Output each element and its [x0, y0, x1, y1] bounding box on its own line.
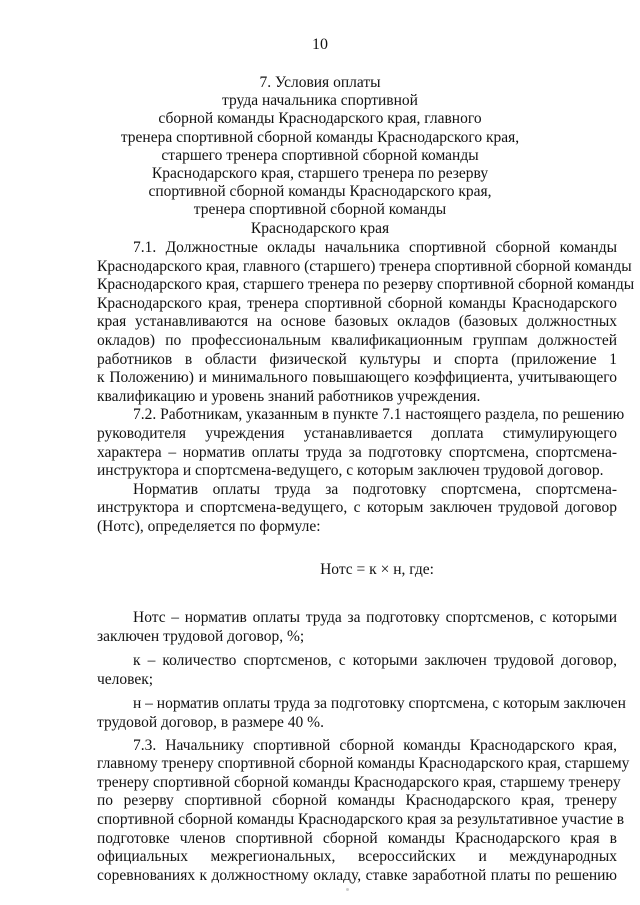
paragraph-7-1	[97, 239, 635, 406]
scan-speck	[346, 888, 349, 891]
text-line: официальных межрегиональных, всероссийских и международных	[97, 848, 617, 866]
definition-hots	[97, 609, 617, 646]
section-title-line: Краснодарского края	[250, 219, 390, 237]
definition-n	[97, 695, 626, 732]
text-line: края устанавливаются на основе базовых окладов (базовых должностных	[97, 313, 617, 331]
paragraph-norm	[97, 481, 617, 537]
definition-k	[97, 652, 617, 689]
text-line: спортивной сборной команды Краснодарского края за результативное участие в	[97, 811, 625, 829]
section-title-line: тренера спортивной сборной команды	[193, 201, 447, 219]
text-line: Норматив оплаты труда за подготовку спортсмена, спортсмена-	[133, 480, 617, 498]
paragraph-7-3	[97, 736, 630, 886]
text-line: Краснодарского края, старшего тренера по резерву спортивной сборной команды	[97, 276, 635, 294]
text-line: руководителя учреждения устанавливается доплата стимулирующего	[97, 424, 617, 442]
section-title-line: спортивной сборной команды Краснодарского края,	[148, 183, 492, 201]
section-title-line: сборной команды Краснодарского края, главного	[158, 110, 482, 128]
text-line: инструктора и спортсмена-ведущего, с которым заключен трудовой договор.	[97, 462, 604, 480]
paragraph-7-2	[97, 406, 625, 480]
text-line: Нотс – норматив оплаты труда за подготовку спортсменов, с которыми	[133, 609, 617, 627]
text-line: тренеру спортивной сборной команды Краснодарского края, старшему тренеру	[97, 773, 621, 791]
text-line: инструктора и спортсмена-ведущего, с которым заключен трудовой договор	[97, 499, 617, 517]
text-line: н – норматив оплаты труда за подготовку спортсмена, с которым заключен	[133, 695, 626, 713]
section-title-line: старшего тренера спортивной сборной команды	[161, 146, 479, 164]
text-line: (Нотс), определяется по формуле:	[97, 517, 321, 535]
text-line: характера – норматив оплаты труда за подготовку спортсмена, спортсмена-	[97, 443, 617, 461]
text-line: по резерву спортивной сборной команды Краснодарского края, тренеру	[97, 792, 617, 810]
text-line: окладов) по профессиональным квалификационным группам должностей	[97, 331, 617, 349]
section-title-line: Краснодарского края, старшего тренера по резерву	[151, 165, 489, 183]
text-line: подготовке членов спортивной сборной команды Краснодарского края в	[97, 829, 617, 847]
document-body	[97, 239, 635, 885]
text-line: работников в области физической культуры и спорта (приложение 1	[97, 350, 617, 368]
text-line: 7.3. Начальнику спортивной сборной команды Краснодарского края,	[133, 736, 617, 754]
page-number: 10	[312, 36, 328, 53]
text-line: Краснодарского края, главного (старшего) тренера спортивной сборной команды	[97, 257, 632, 275]
text-line: соревнованиях к должностному окладу, ставке заработной платы по решению	[97, 866, 617, 884]
text-line: Краснодарского края, тренера спортивной сборной команды Краснодарского	[97, 294, 617, 312]
text-line: к – количество спортсменов, с которыми заключен трудовой договор,	[133, 652, 617, 670]
text-line: главному тренеру спортивной сборной команды Краснодарского края, старшему	[97, 755, 630, 773]
text-line: 7.1. Должностные оклады начальника спортивной сборной команды	[133, 239, 617, 256]
text-line: человек;	[97, 670, 154, 688]
section-title-line: 7. Условия оплаты	[259, 74, 381, 91]
section-title	[80, 74, 560, 238]
section-title-line: тренера спортивной сборной команды Краснодарского края,	[120, 128, 520, 146]
formula: Нотс = к × н, где:	[320, 560, 434, 578]
text-line: 7.2. Работникам, указанным в пункте 7.1 настоящего раздела, по решению	[133, 406, 625, 424]
section-title-line: труда начальника спортивной	[222, 92, 418, 110]
text-line: заключен трудовой договор, %;	[97, 627, 305, 645]
text-line: к Положению) и минимального повышающего коэффициента, учитывающего	[97, 369, 617, 387]
text-line: квалификацию и уровень знаний работников учреждения.	[97, 387, 481, 405]
text-line: трудовой договор, в размере 40 %.	[97, 714, 324, 732]
